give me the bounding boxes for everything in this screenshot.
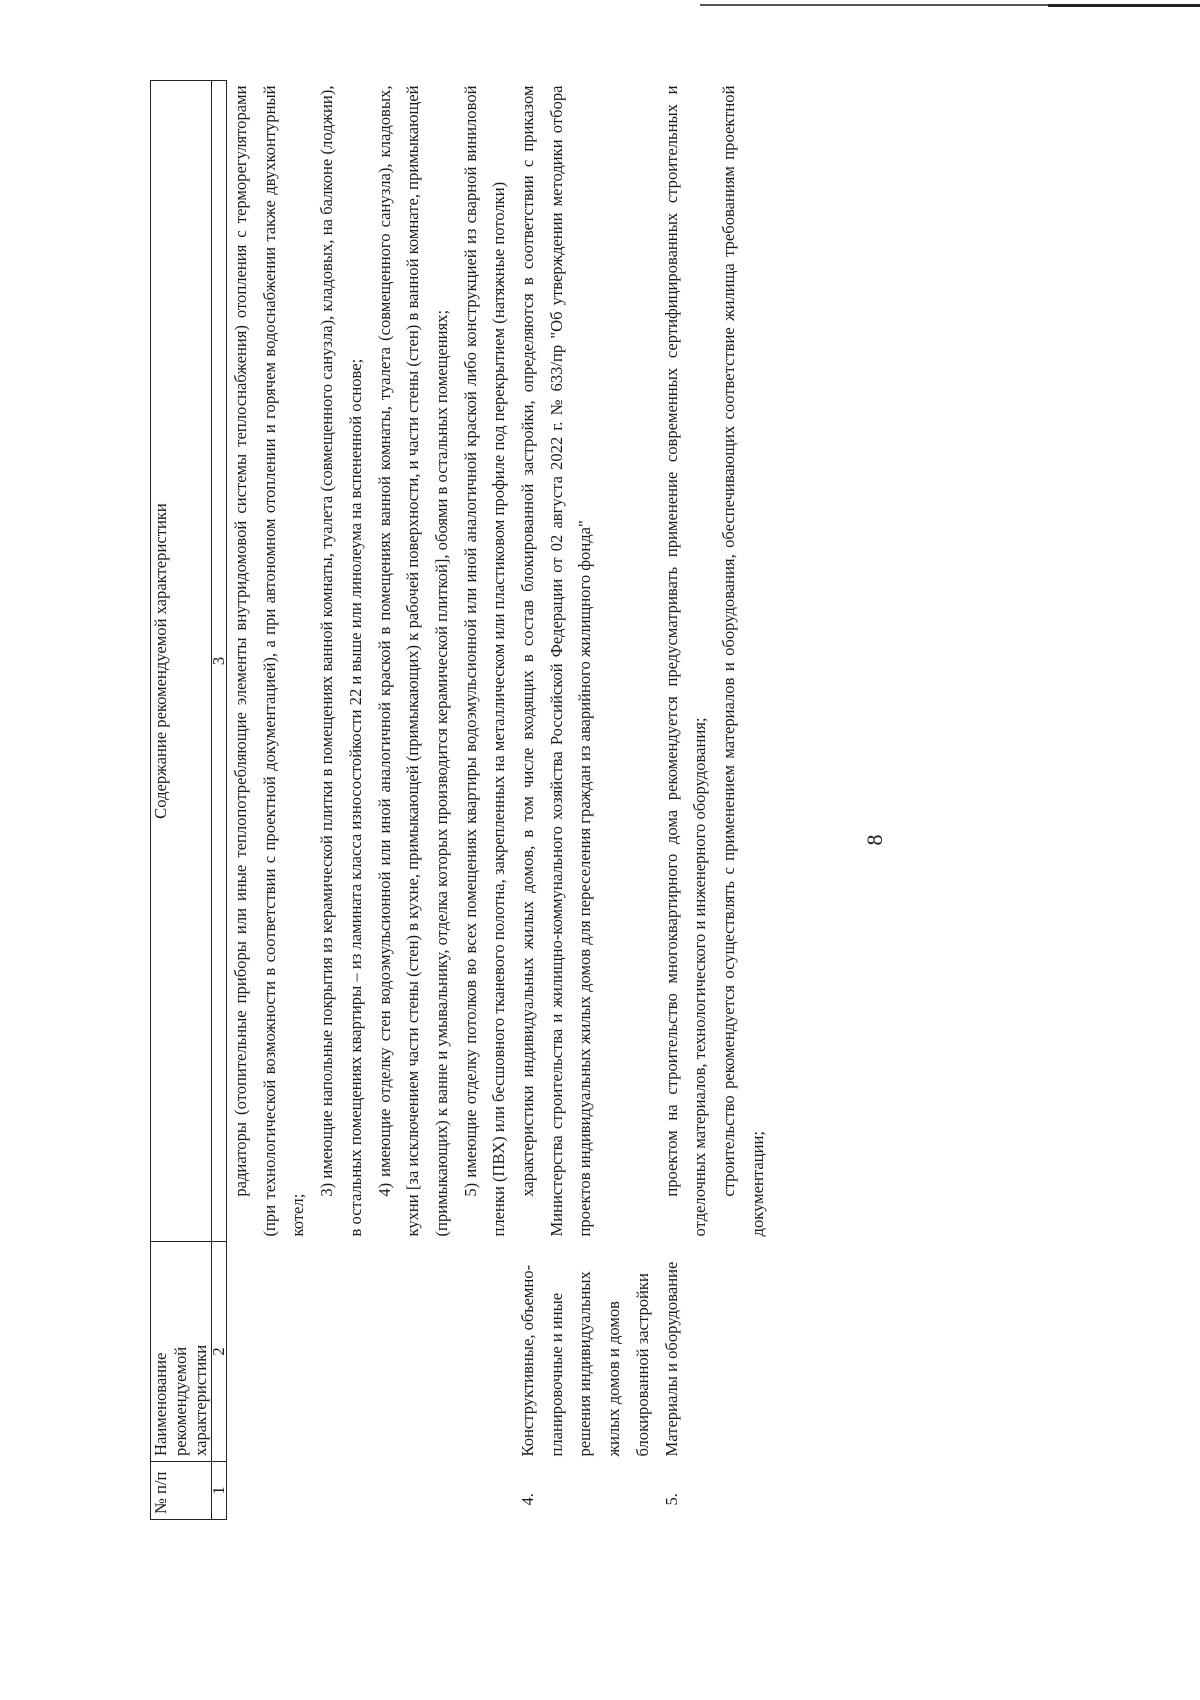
- row-characteristic-content: [227, 81, 515, 1242]
- content-paragraph: 4) имеющие отделку стен водоэмульсионной или иной аналогичной краской в помещениях ванной комнаты, туалета (совмещенного санузла), кладовых, кухни [за исключением части стены (стен) в кухне, примыкающей (примыкающих) к рабочей поверхности, и части стены (стен) в ванной комнате, примыкающей (примыкающих) к ванне и умывальнику, отделка которых производится керамической плиткой], обоями в остальных помещениях;: [374, 85, 451, 1237]
- content-paragraph: 3) имеющие напольные покрытия из керамической плитки в помещениях ванной комнаты, туалета (совмещенного санузла), кладовых, на балконе (лоджии), в остальных помещениях квартиры – из ламината класса износостойкости 22 и выше или линолеума на вспененной основе;: [317, 85, 365, 1237]
- header-name: Наименование рекомендуемой характеристики: [151, 1242, 212, 1462]
- table-row: [227, 81, 515, 1520]
- row-characteristic-content: [658, 81, 773, 1242]
- row-characteristic-name: Материалы и оборудование: [661, 1261, 681, 1457]
- content-paragraph: строительство рекомендуется осуществлять с применением материалов и оборудования, обеспечивающих соответствие жилища требованиям проектной документации;: [718, 85, 767, 1237]
- row-number: 4.: [518, 1493, 538, 1506]
- rotated-page: [150, 80, 1030, 1520]
- scan-edge-line: [1048, 4, 1200, 7]
- table-body: [227, 81, 773, 1520]
- content-paragraph: 5) имеющие отделку потолков во всех помещениях квартиры водоэмульсионной или иной аналогичной краской либо конструкцией из сварной виниловой пленки (ПВХ) или бесшовного тканевого полотна, закрепленных на металлическом или пластиковом профиле под перекрытием (натяжные потолки): [460, 85, 509, 1237]
- content-paragraph: характеристики индивидуальных жилых домов, в том числе входящих в состав блокированной застройки, определяются в соответствии с приказом Министерства строительства и жилищно-коммунального хозяйства Российской Федерации от 02 августа 2022 г. № 633/пр "Об утверждении методики отбора проектов индивидуальных жилых домов для переселения граждан из аварийного жилищного фонда": [518, 85, 595, 1237]
- column-number: 2: [212, 1242, 227, 1462]
- content-paragraph: проектом на строительство многоквартирного дома рекомендуется предусматривать применение современных сертифицированных строительных и отделочных материалов, технологического и инженерного оборудования;: [661, 85, 710, 1237]
- table-row: [514, 81, 658, 1520]
- page-number: 8: [862, 834, 887, 846]
- characteristics-table: [150, 80, 772, 1520]
- table-header-row: [151, 81, 212, 1520]
- row-characteristic-name: [227, 1242, 515, 1462]
- table-row: [658, 81, 773, 1520]
- row-number: [227, 1462, 515, 1520]
- header-content: Содержание рекомендуемой характеристики: [151, 81, 212, 1242]
- row-characteristic-content: [514, 81, 658, 1242]
- content-paragraph: радиаторы (отопительные приборы или иные теплопотребляющие элементы внутридомовой системы теплоснабжения) отопления с терморегуляторами (при технологической возможности в соответствии с проектной документацией), а при автономном отоплении и горячем водоснабжении также двухконтурный котел;: [231, 85, 308, 1237]
- row-characteristic-name: Конструктивные, объемно-планировочные и иные решения индивидуальных жилых домов и домов блокированной застройки: [518, 1264, 652, 1457]
- column-number: 1: [212, 1462, 227, 1520]
- header-number: № п/п: [151, 1462, 212, 1520]
- row-number: 5.: [661, 1493, 681, 1506]
- column-number-row: [212, 81, 227, 1520]
- column-number: 3: [212, 81, 227, 1242]
